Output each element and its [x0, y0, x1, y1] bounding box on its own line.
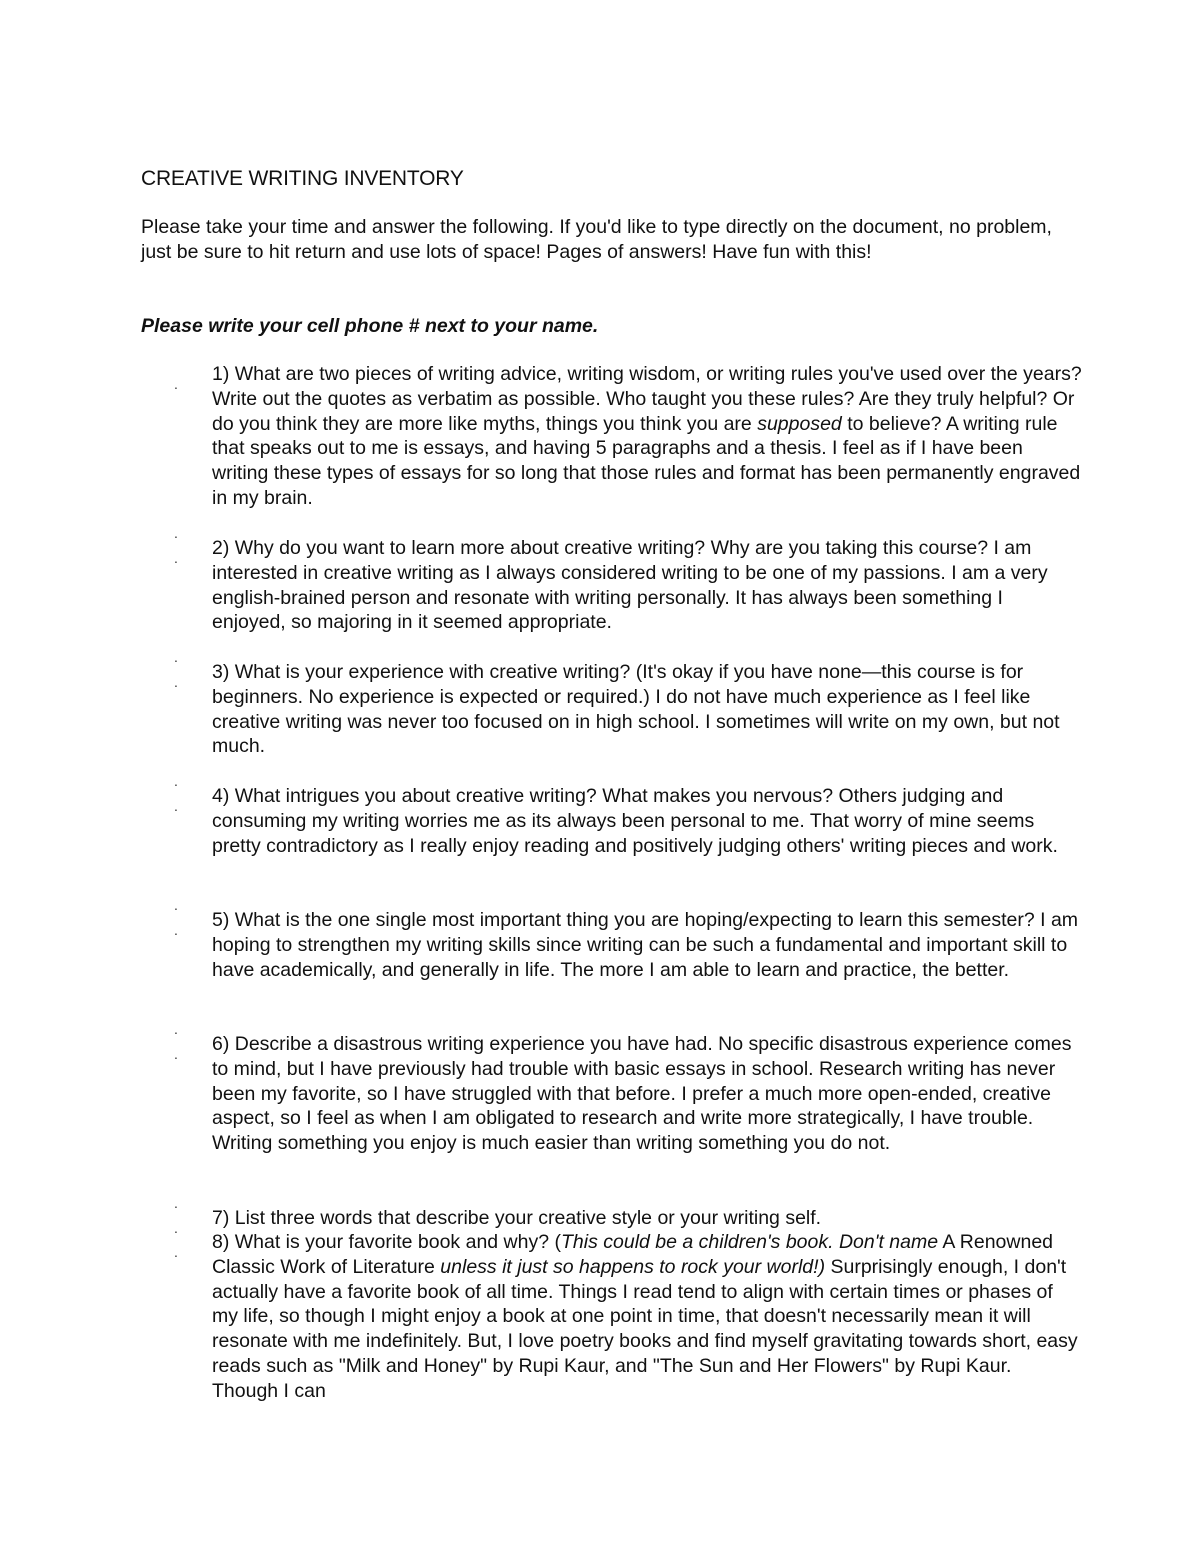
list-marker: .: [174, 897, 178, 913]
list-marker: .: [174, 1021, 178, 1037]
question-8-text-mid: A Renowned Classic Work of Literature: [212, 1231, 1054, 1278]
question-6: 6) Describe a disastrous writing experience you have had. No specific disastrous experience comes to mind, but I have previously had trouble with basic essays in school. Research writing has never been my favorite, so I have struggled with that before. I prefer a much more open-ended, creative aspect, so I feel as when I am obligated to research and write more strategically, I have trouble. Writing something you enjoy is much easier than writing something you do not.: [212, 1033, 1072, 1155]
question-5: 5) What is the one single most important thing you are hoping/expecting to learn this semester? I am hoping to strengthen my writing skills since writing can be such a fundamental and important skill to have academically, and generally in life. The more I am able to learn and practice, the better.: [212, 909, 1079, 981]
question-1-text: 1) What are two pieces of writing advice, writing wisdom, or writing rules you've used over the years? Write out the quotes as verbatim as possible. Who taught you these rules? Are they truly helpful? Or do you think they are more like myths, things you think you are: [212, 363, 1082, 435]
question-1: [212, 362, 1082, 511]
question-1-emphasis: supposed: [757, 412, 842, 435]
question-8-answer: Surprisingly enough, I don't actually have a favorite book of all time. Things I read tend to align with certain times or phases of my life, so though I might enjoy a book at one point in time, that doesn't necessarily mean it will resonate with me indefinitely. But, I love poetry books and find myself gravitating towards short, easy reads such as "Milk and Honey" by Rupi Kaur, and "The Sun and Her Flowers" by Rupi Kaur. Though I can: [212, 1255, 1078, 1402]
question-3: 3) What is your experience with creative writing? (It's okay if you have none—this course is for beginners. No experience is expected or required.) I do not have much experience as I feel like creative writing was never too focused on in high school. I sometimes will write on my own, but not much.: [212, 661, 1060, 758]
question-4: 4) What intrigues you about creative writing? What makes you nervous? Others judging and consuming my writing worries me as its always been personal to me. That worry of mine seems pretty contradictory as I really enjoy reading and positively judging others' writing pieces and work.: [212, 785, 1058, 857]
list-marker: .: [174, 798, 178, 814]
list-marker: .: [174, 1244, 178, 1260]
document-title: CREATIVE WRITING INVENTORY: [141, 167, 464, 190]
list-marker: .: [174, 922, 178, 938]
question-7: 7) List three words that describe your creative style or your writing self.: [212, 1207, 822, 1229]
question-8-emphasis-2: unless it just so happens to rock your world!): [440, 1255, 826, 1278]
list-marker: .: [174, 649, 178, 665]
list-marker: .: [174, 773, 178, 789]
question-2: 2) Why do you want to learn more about creative writing? Why are you taking this course? I am interested in creative writing as I always considered writing to be one of my passions. I am a very english-brained person and resonate with writing personally. It has always been something I enjoyed, so majoring in it seemed appropriate.: [212, 537, 1048, 634]
list-marker: .: [174, 1195, 178, 1211]
list-marker: .: [174, 525, 178, 541]
list-marker: .: [174, 376, 178, 392]
question-1-answer: to believe? A writing rule that speaks out to me is essays, and having 5 paragraphs and a thesis. I feel as if I have been writing these types of essays for so long that those rules and format has been permanently engraved in my brain.: [212, 412, 1081, 509]
intro-paragraph: Please take your time and answer the following. If you'd like to type directly on the document, no problem, just be sure to hit return and use lots of space! Pages of answers! Have fun with this!: [141, 216, 1052, 263]
list-marker: .: [174, 1046, 178, 1062]
list-marker: .: [174, 674, 178, 690]
instruction-text: Please write your cell phone # next to your name.: [141, 315, 599, 337]
question-8-text: 8) What is your favorite book and why? (: [212, 1231, 561, 1253]
list-marker: .: [174, 550, 178, 566]
question-8-emphasis: This could be a children's book. Don't name: [561, 1231, 939, 1253]
question-8: [212, 1230, 1082, 1404]
list-marker: .: [174, 1220, 178, 1236]
